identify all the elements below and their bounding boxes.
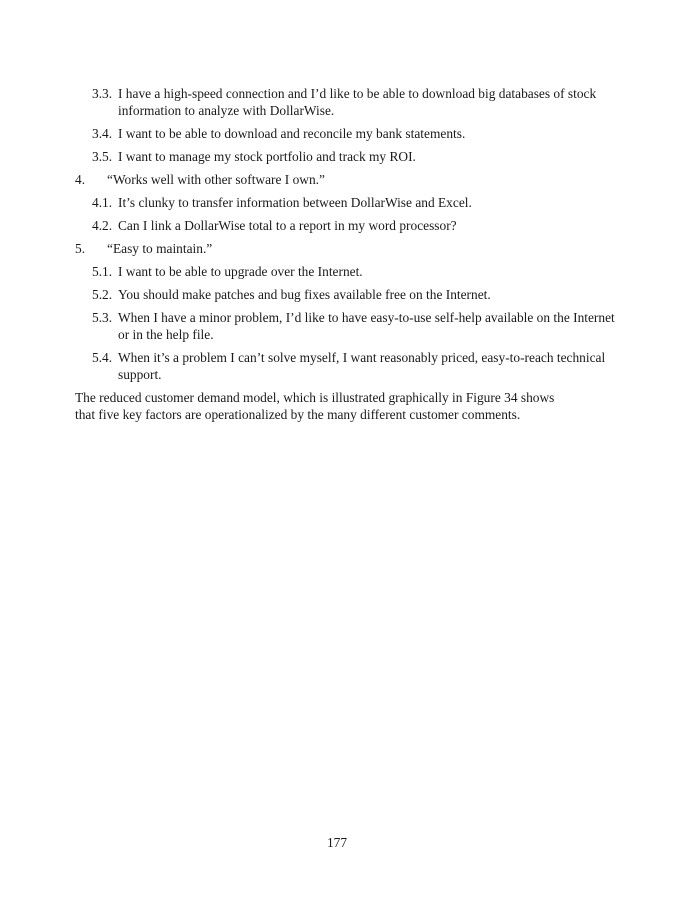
list-item-text: Can I link a DollarWise total to a report in my word processor? bbox=[118, 218, 457, 233]
list-item-number: 4.2. bbox=[92, 218, 113, 233]
page-number: 177 bbox=[326, 835, 348, 850]
list-item-number: 5.3. bbox=[92, 310, 113, 325]
list-item bbox=[75, 217, 615, 234]
list-item bbox=[75, 263, 615, 280]
list-item-text: “Works well with other software I own.” bbox=[107, 172, 325, 187]
list-item-number: 5.1. bbox=[92, 264, 113, 279]
list-item-number: 4.1. bbox=[92, 195, 113, 210]
list-item bbox=[75, 85, 615, 119]
list-item-text: I want to be able to upgrade over the Internet. bbox=[118, 264, 363, 279]
list-item-text: When I have a minor problem, I’d like to have easy-to-use self-help available on the Internet or in the help file. bbox=[118, 310, 615, 342]
list-item bbox=[75, 125, 615, 142]
list-item bbox=[75, 349, 615, 383]
list-item-number: 5.4. bbox=[92, 350, 113, 365]
list-item-text: When it’s a problem I can’t solve myself, I want reasonably priced, easy-to-reach technical support. bbox=[118, 350, 606, 382]
list-heading-item bbox=[75, 240, 615, 257]
list-item-text: I have a high-speed connection and I’d like to be able to download big databases of stock information to analyze with DollarWise. bbox=[118, 86, 597, 118]
list-item bbox=[75, 309, 615, 343]
list-item bbox=[75, 148, 615, 165]
list-item-text: I want to manage my stock portfolio and track my ROI. bbox=[118, 149, 416, 164]
list-item-number: 3.4. bbox=[92, 126, 113, 141]
list-heading-item bbox=[75, 171, 615, 188]
list-item bbox=[75, 286, 615, 303]
page-content bbox=[75, 85, 615, 423]
list-item-number: 5.2. bbox=[92, 287, 113, 302]
list-item-text: You should make patches and bug fixes available free on the Internet. bbox=[118, 287, 491, 302]
list-item-number: 3.5. bbox=[92, 149, 113, 164]
list-item-text: “Easy to maintain.” bbox=[107, 241, 213, 256]
list-item bbox=[75, 194, 615, 211]
list-item-number: 4. bbox=[75, 172, 86, 187]
list-item-text: I want to be able to download and reconcile my bank statements. bbox=[118, 126, 466, 141]
body-paragraph: The reduced customer demand model, which is illustrated graphically in Figure 34 shows that five key factors are operationalized by the many different customer comments. bbox=[75, 390, 555, 422]
list-item-text: It’s clunky to transfer information between DollarWise and Excel. bbox=[118, 195, 472, 210]
list-item-number: 5. bbox=[75, 241, 86, 256]
list-item-number: 3.3. bbox=[92, 86, 113, 101]
